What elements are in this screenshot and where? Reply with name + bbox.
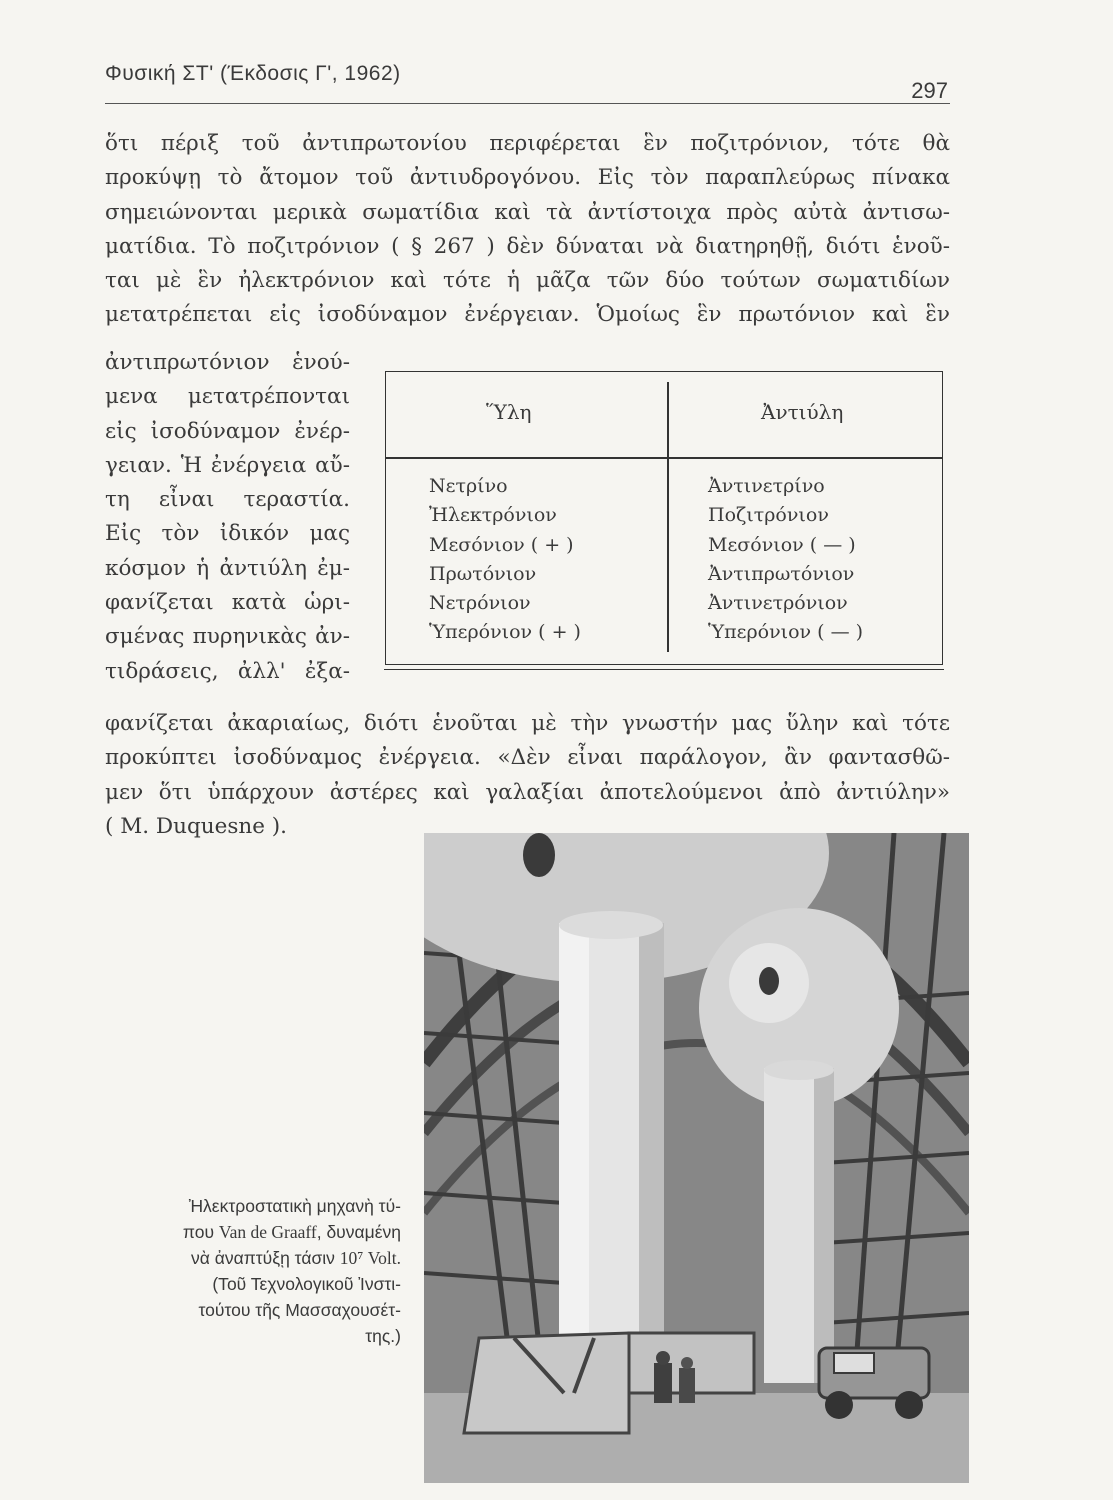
text-line: εἰς ἰσοδύναμον ἐνέρ- <box>105 418 350 444</box>
text-line: τη εἶναι τεραστία. <box>105 487 350 513</box>
antimatter-column <box>708 472 863 648</box>
table-cell: Πρωτόνιον <box>429 562 537 585</box>
table-cell: Ἀντινετρίνο <box>708 475 825 497</box>
caption-line <box>105 1219 401 1245</box>
text-line: ( M. Duquesne ). <box>105 813 287 839</box>
table-cell: Νετρόνιον <box>429 592 531 615</box>
matter-column <box>429 472 581 648</box>
caption-line: τούτου τῆς Μασσαχουσέτ- <box>198 1300 401 1320</box>
text-line: προκύψῃ τὸ ἄτομον τοῦ ἀντιυδρογόνου. Εἰς τὸν παραπλεύρως πίνακα <box>105 165 950 191</box>
bottom-paragraph <box>105 707 950 844</box>
table-cell: Νετρίνο <box>429 475 508 497</box>
caption-voltage: 10⁷ Volt. <box>339 1248 401 1268</box>
book-title: Φυσική ΣΤ' (Έκδοσις Γ', 1962) <box>105 62 401 85</box>
photo-caption <box>105 1193 401 1349</box>
text-line: μενα μετατρέπονται <box>105 384 350 410</box>
table-cell: Ὑπερόνιον ( — ) <box>708 621 864 644</box>
text-line: κόσμον ἡ ἀντιύλη ἐμ- <box>105 555 350 581</box>
caption-line: της.) <box>365 1326 401 1346</box>
table-cell: Μεσόνιον ( — ) <box>708 533 856 556</box>
table-cell: Ἀντινετρόνιον <box>708 592 848 615</box>
photo-illustration <box>424 833 969 1483</box>
text-line: προκύπτει ἰσοδύναμος ἐνέργεια. «Δὲν εἶναι παράλογον, ἂν φαντασθῶ- <box>105 745 950 771</box>
text-line: τιδράσεις, ἀλλ' ἐξα- <box>105 658 350 684</box>
text-line: ματίδια. Τὸ ποζιτρόνιον ( § 267 ) δὲν δύναται νὰ διατηρηθῇ, διότι ἑνοῦ- <box>105 233 950 259</box>
table-cell: Ἠλεκτρόνιον <box>429 504 557 527</box>
text-line: σημειώνονται μερικὰ σωματίδια καὶ τὰ ἀντίστοιχα πρὸς αὐτὰ ἀντισω- <box>105 199 950 225</box>
caption-machine-name: Van de Graaff <box>218 1222 317 1242</box>
table-header-rule <box>386 457 942 459</box>
text-line: Εἰς τὸν ἰδικόν μας <box>105 521 350 547</box>
table-cell: Μεσόνιον ( + ) <box>429 533 574 556</box>
page-number: 297 <box>911 78 948 103</box>
caption-line: (Τοῦ Τεχνολογικοῦ Ἰνστι- <box>212 1274 401 1294</box>
table-header-antimatter: Ἀντιύλη <box>761 400 844 424</box>
text-line: φανίζεται ἀκαριαίως, διότι ἑνοῦται μὲ τὴν γνωστήν μας ὕλην καὶ τότε <box>105 711 950 736</box>
text-line: μετατρέπεται εἰς ἰσοδύναμον ἐνέργειαν. Ὁμοίως ἓν πρωτόνιον καὶ ἓν <box>105 302 950 328</box>
table-cell: Ὑπερόνιον ( + ) <box>429 621 581 644</box>
table-cell: Ἀντιπρωτόνιον <box>708 562 855 585</box>
table-header-matter: Ὕλη <box>486 400 532 424</box>
caption-text: που <box>182 1222 219 1242</box>
header-rule <box>105 103 950 104</box>
text-line: σμένας πυρηνικὰς ἀν- <box>105 624 350 650</box>
caption-text: νὰ ἀναπτύξῃ τάσιν <box>190 1248 340 1268</box>
text-line: ὅτι πέριξ τοῦ ἀντιπρωτονίου περιφέρεται ἓν ποζιτρόνιον, τότε θὰ <box>105 131 950 156</box>
table-cell: Ποζιτρόνιον <box>708 504 829 527</box>
top-paragraph <box>105 127 950 333</box>
text-line: φανίζεται κατὰ ὡρι- <box>105 590 350 616</box>
caption-text: , δυναμένη <box>316 1222 401 1242</box>
page-header <box>105 62 950 102</box>
text-line: μεν ὅτι ὑπάρχουν ἀστέρες καὶ γαλαξίαι ἀποτελούμενοι ἀπὸ ἀντιύλην» <box>105 779 950 805</box>
text-line: ἀντιπρωτόνιον ἑνού- <box>105 350 350 375</box>
text-line: γειαν. Ἡ ἐνέργεια αὔ- <box>105 452 350 478</box>
matter-antimatter-table <box>385 371 943 665</box>
left-column-paragraph <box>105 346 350 689</box>
caption-line: Ἠλεκτροστατικὴ μηχανὴ τύ- <box>188 1196 401 1216</box>
caption-line <box>105 1245 401 1271</box>
text-line: ται μὲ ἓν ἠλεκτρόνιον καὶ τότε ἡ μᾶζα τῶν δύο τούτων σωματιδίων <box>105 268 950 294</box>
van-de-graaff-photo <box>424 833 969 1483</box>
table-column-divider <box>667 382 669 652</box>
